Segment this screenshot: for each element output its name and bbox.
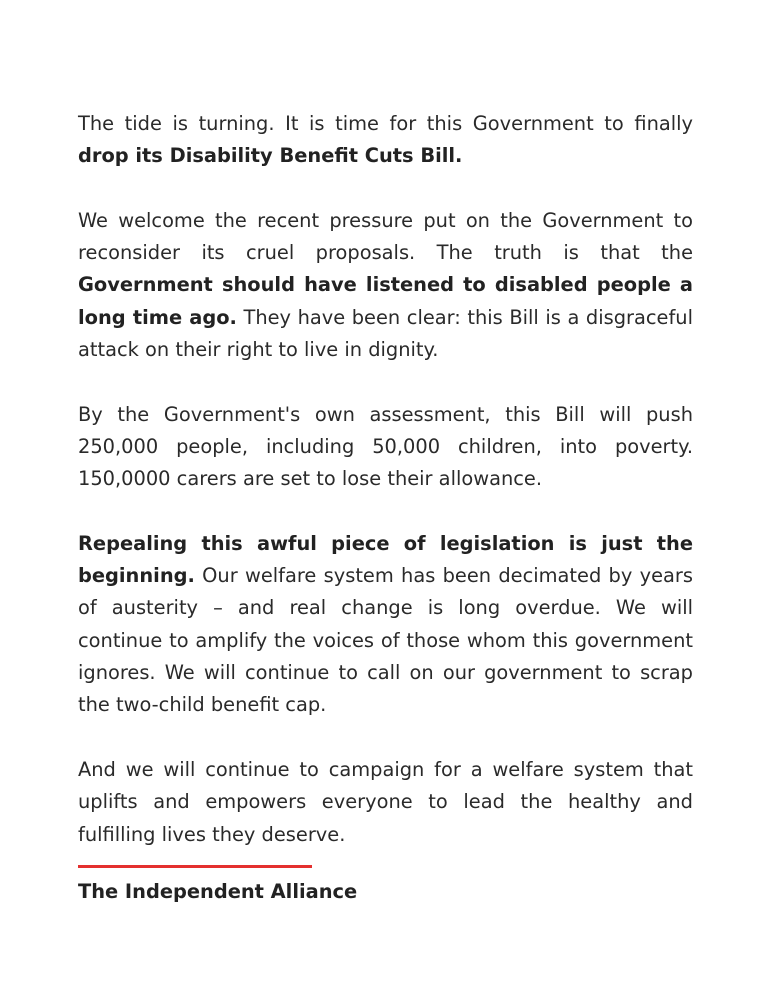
accent-divider <box>78 865 312 868</box>
paragraph-text: They have been clear: this Bill is a disgraceful attack on their right to live in dignity. <box>78 305 693 362</box>
paragraph-assessment <box>78 399 693 496</box>
paragraph-gap <box>78 173 693 205</box>
paragraph-bold-text: Repealing this awful piece of legislation is just the beginning. <box>78 531 693 588</box>
paragraph-bold-text: drop its Disability Benefit Cuts Bill. <box>78 144 463 168</box>
paragraph-text: The tide is turning. It is time for this Government to finally <box>78 112 693 135</box>
paragraph-welcome <box>78 205 693 366</box>
paragraph-gap <box>78 366 693 398</box>
paragraph-bold-text: Government should have listened to disabled people a long time ago. <box>78 273 693 329</box>
paragraph-gap <box>78 722 693 754</box>
paragraph-gap <box>78 496 693 528</box>
paragraph-text: We welcome the recent pressure put on the Government to reconsider its cruel proposals. The truth is that the <box>78 208 693 265</box>
signature: The Independent Alliance <box>78 880 358 903</box>
paragraph-campaign <box>78 754 693 851</box>
paragraph-intro <box>78 108 693 173</box>
paragraph-repeal <box>78 528 693 722</box>
paragraph-text: By the Government's own assessment, this Bill will push 250,000 people, including 50,000 children, into poverty. 150,0000 carers are set to lose their allowance. <box>78 402 693 491</box>
statement-body <box>78 108 693 851</box>
paragraph-text: Our welfare system has been decimated by years of austerity – and real change is long overdue. We will continue to amplify the voices of those whom this government ignores. We will continue to call on our government to scrap the two-child benefit cap. <box>78 564 693 717</box>
paragraph-text: And we will continue to campaign for a welfare system that uplifts and empowers everyone to lead the healthy and fulfilling lives they deserve. <box>78 757 693 846</box>
